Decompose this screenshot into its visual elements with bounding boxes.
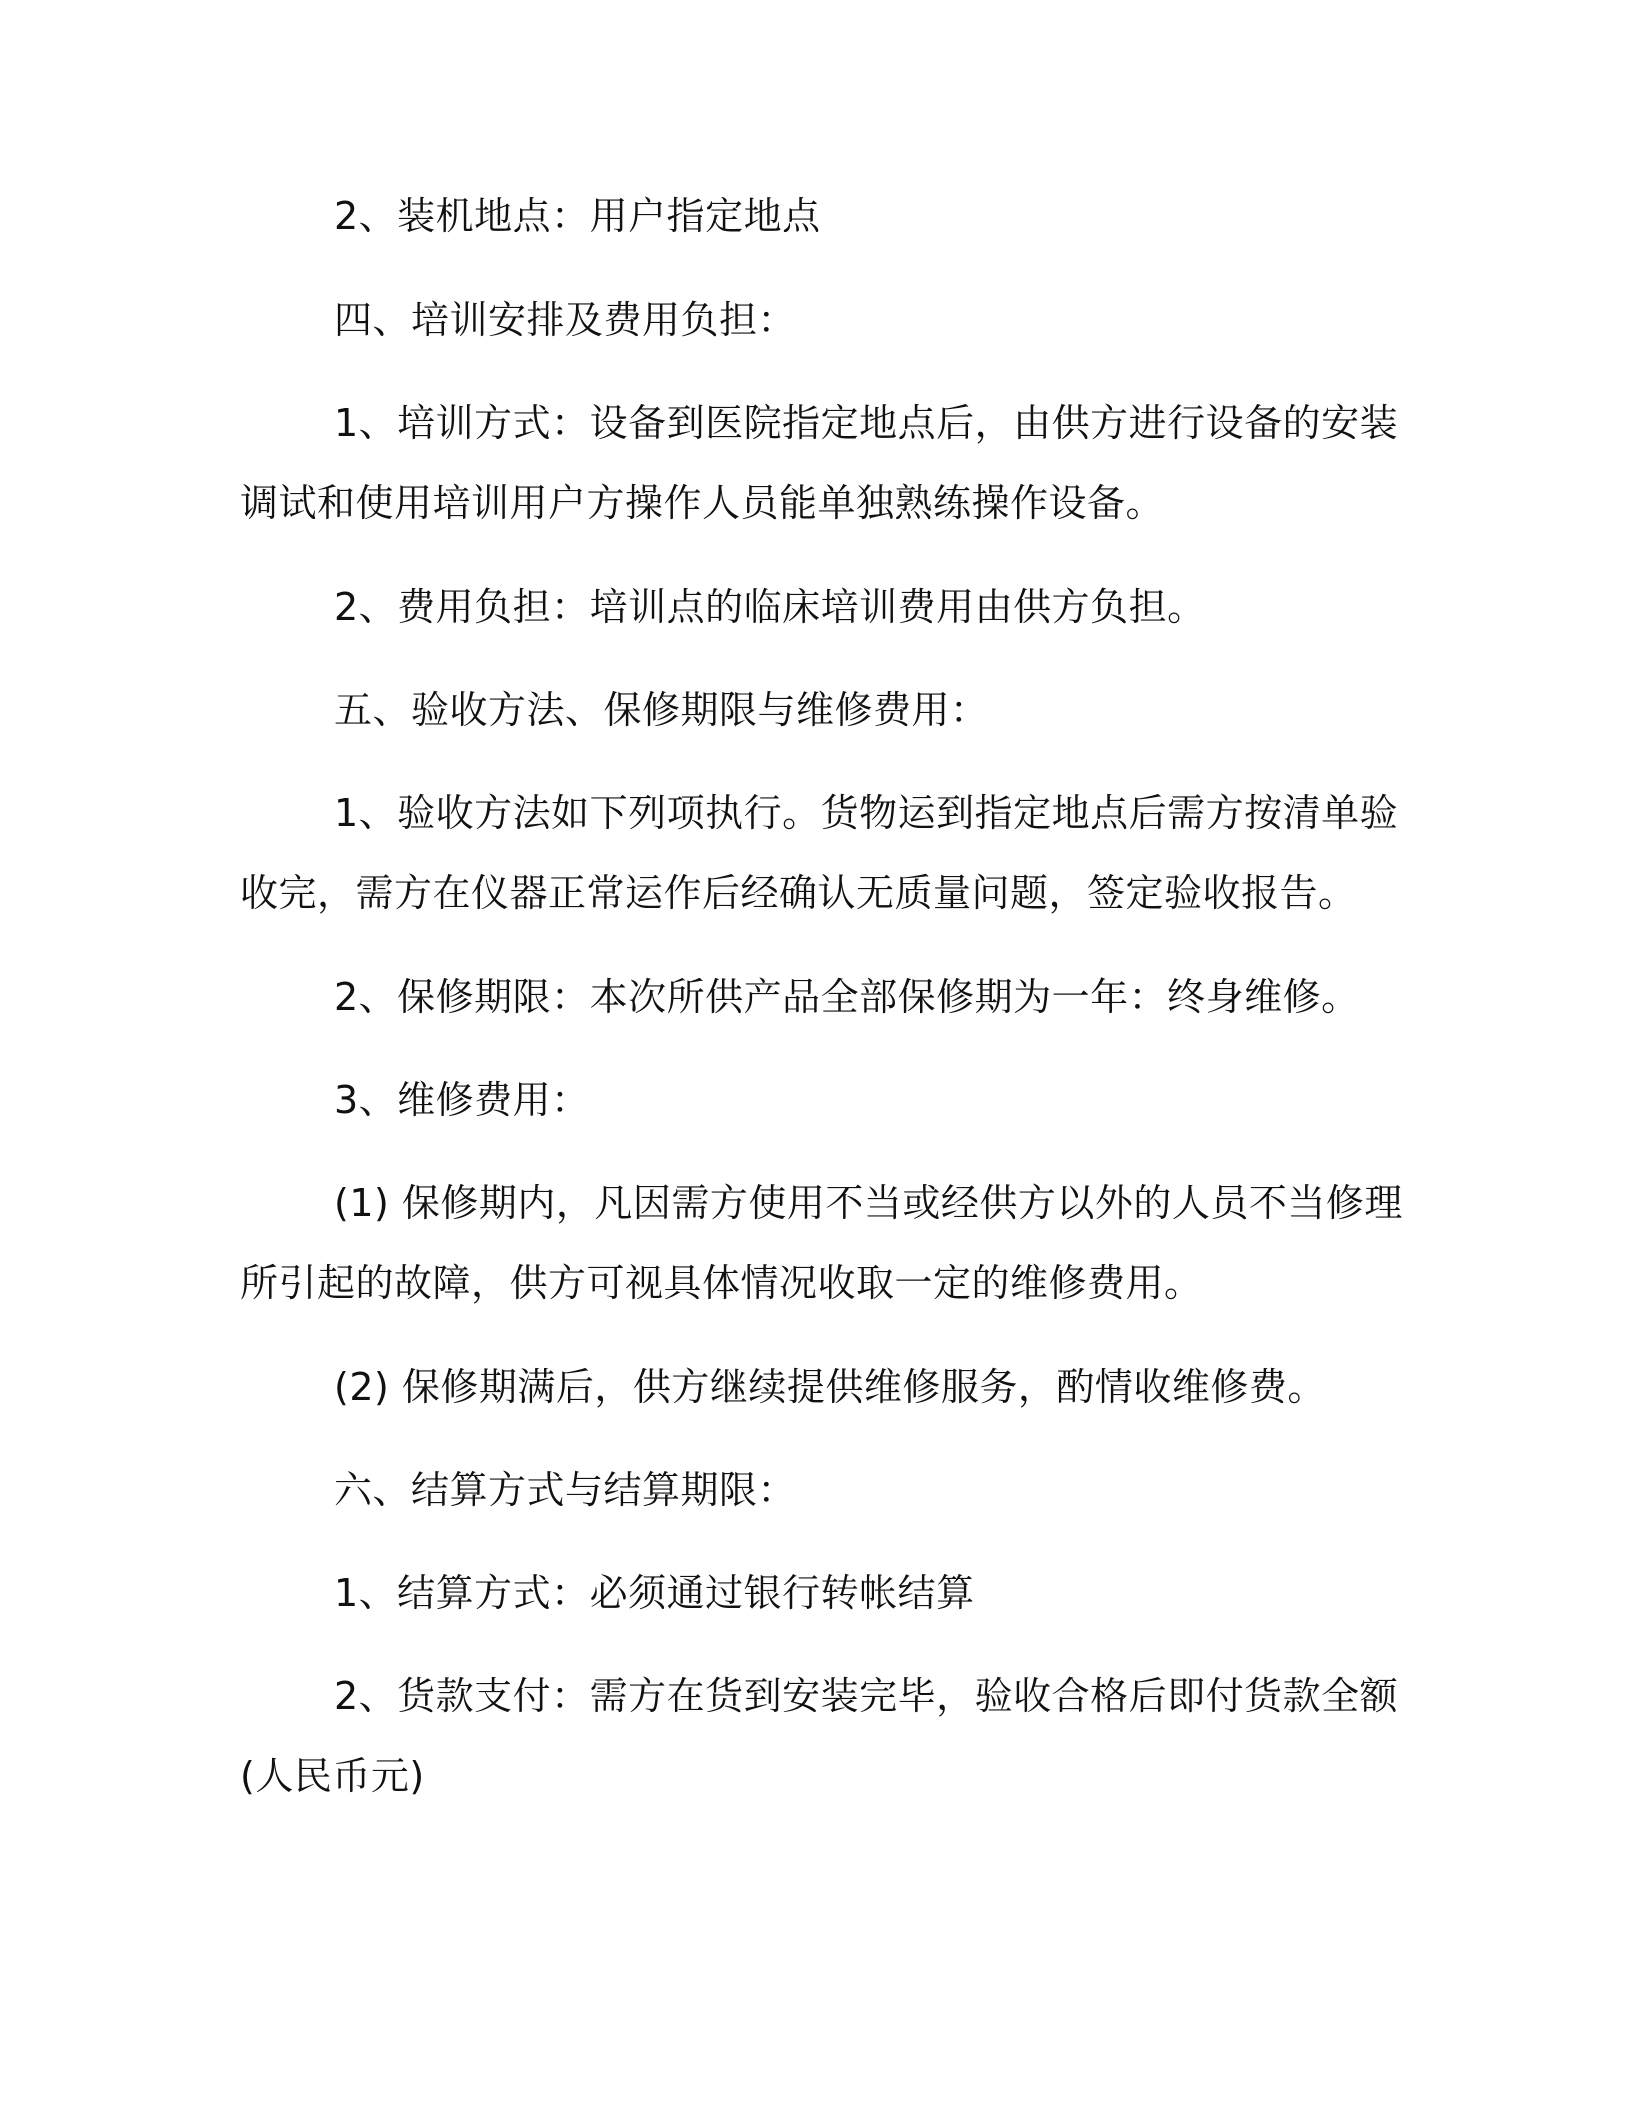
text-line: 2、费用负担：培训点的临床培训费用由供方负担。: [334, 585, 1206, 629]
text-line: (2) 保修期满后，供方继续提供维修服务，酌情收维修费。: [334, 1365, 1326, 1409]
text-line: (1) 保修期内，凡因需方使用不当或经供方以外的人员不当修理: [334, 1181, 1403, 1225]
section-heading-training: [240, 280, 1380, 360]
text-line: 2、装机地点：用户指定地点: [334, 194, 821, 238]
text-line: 四、培训安排及费用负担：: [334, 298, 797, 342]
text-line: 所引起的故障，供方可视具体情况收取一定的维修费用。: [240, 1261, 1203, 1305]
paragraph-install-location: [240, 176, 1380, 256]
section-heading-acceptance: [240, 670, 1380, 750]
section-heading-settlement: [240, 1450, 1380, 1530]
paragraph-warranty-period: [240, 957, 1380, 1037]
text-line: 调试和使用培训用户方操作人员能单独熟练操作设备。: [240, 481, 1165, 525]
text-line: 五、验收方法、保修期限与维修费用：: [334, 688, 989, 732]
text-line: 1、培训方式：设备到医院指定地点后，由供方进行设备的安装: [334, 401, 1399, 445]
text-line: 1、验收方法如下列项执行。货物运到指定地点后需方按清单验: [334, 791, 1399, 835]
text-line: (人民币元): [240, 1754, 425, 1798]
paragraph-payment: [240, 1656, 1399, 1816]
text-line: 收完，需方在仪器正常运作后经确认无质量问题，签定验收报告。: [240, 871, 1357, 915]
paragraph-repair-after-warranty: [240, 1347, 1380, 1427]
paragraph-training-method: [240, 383, 1399, 543]
paragraph-repair-within-warranty: [240, 1163, 1403, 1323]
paragraph-repair-cost-heading: [240, 1060, 1380, 1140]
text-line: 六、结算方式与结算期限：: [334, 1468, 797, 1512]
text-line: 2、货款支付：需方在货到安装完毕，验收合格后即付货款全额: [334, 1674, 1399, 1718]
text-line: 1、结算方式：必须通过银行转帐结算: [334, 1571, 975, 1615]
paragraph-acceptance-method: [240, 773, 1399, 933]
text-line: 3、维修费用：: [334, 1078, 590, 1122]
text-line: 2、保修期限：本次所供产品全部保修期为一年：终身维修。: [334, 975, 1360, 1019]
paragraph-settlement-method: [240, 1553, 1380, 1633]
paragraph-training-cost: [240, 567, 1380, 647]
